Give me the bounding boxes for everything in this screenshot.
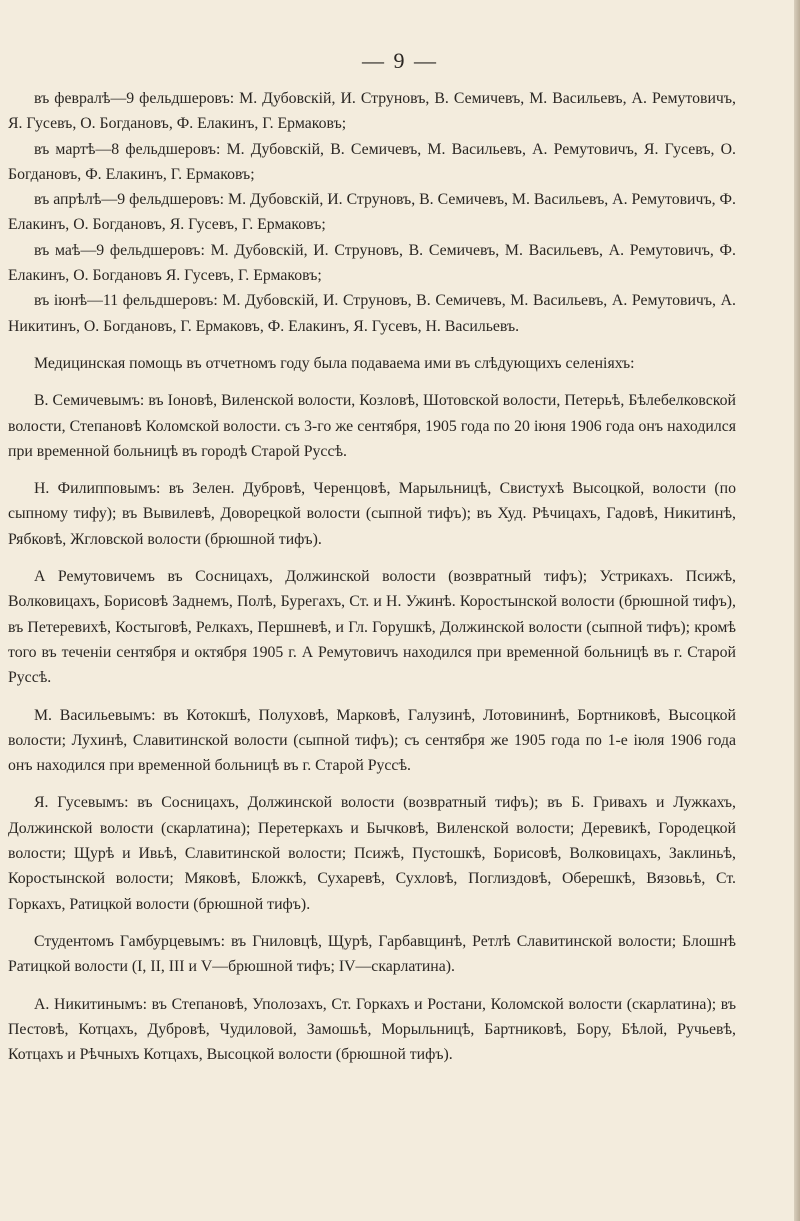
paragraph-semichev: В. Семичевымъ: въ Іоновѣ, Виленской волости, Козловѣ, Шотовской волости, Петерьѣ, Бѣлебелковской волости, Степановѣ Коломской волости. съ 3-го же сентября, 1905 года по 20 іюня 1906 года онъ находился при временной больницѣ въ городѣ Старой Руссѣ. [8, 392, 736, 460]
paragraph-remutovich: А Ремутовичемъ въ Сосницахъ, Должинской волости (возвратный тифъ); Устрикахъ. Псижѣ, Волковицахъ, Борисовѣ Заднемъ, Полѣ, Бурегахъ, Ст. и Н. Ужинѣ. Коростынской волости (брюшной тифъ), въ Петеревихѣ, Костыговѣ, Релкахъ, Першневѣ, и Гл. Горушкѣ, Должинской волости (сыпной тифъ); кромѣ того въ теченіи сентября и октября 1905 г. А Ремутовичъ находился при временной больницѣ въ г. Старой Руссѣ. [8, 568, 736, 687]
paragraph-may: въ маѣ—9 фельдшеровъ: М. Дубовскій, И. Струновъ, В. Семичевъ, М. Васильевъ, А. Ремутовичъ, Ф. Елакинъ, О. Богдановъ Я. Гусевъ, Г. Ермаковъ; [8, 241, 736, 285]
paragraph-february: въ февралѣ—9 фельдшеровъ: М. Дубовскій, И. Струновъ, В. Семичевъ, М. Васильевъ, А. Ремутовичъ, Я. Гусевъ, О. Богдановъ, Ф. Елакинъ, Г. Ермаковъ; [8, 90, 736, 133]
paragraph-vasiliev: М. Васильевымъ: въ Котокшѣ, Полуховѣ, Марковѣ, Галузинѣ, Лотовининѣ, Бортниковѣ, Высоцкой волости; Лухинѣ, Славитинской волости (сыпной тифъ); съ сентября же 1905 года по 1-е іюля 1906 года онъ находился при временной больницѣ въ г. Старой Руссѣ. [8, 706, 736, 775]
page-number: — 9 — [362, 48, 438, 73]
paragraph-nikitin: А. Никитинымъ: въ Степановѣ, Уполозахъ, Ст. Горкахъ и Ростани, Коломской волости (скарлатина); въ Пестовѣ, Котцахъ, Дубровѣ, Чудиловой, Замошьѣ, Морыльницѣ, Бартниковѣ, Бору, Бѣлой, Ручьевѣ, Котцахъ и Рѣчныхъ Котцахъ, Высоцкой волости (брюшной тифъ). [8, 995, 736, 1064]
paragraph-june: въ іюнѣ—11 фельдшеровъ: М. Дубовскій, И. Струновъ, В. Семичевъ, М. Васильевъ, А. Ремутовичъ, А. Никитинъ, О. Богдановъ, Г. Ермаковъ, Ф. Елакинъ, Я. Гусевъ, Н. Васильевъ. [8, 292, 736, 335]
paragraph-april: въ апрѣлѣ—9 фельдшеровъ: М. Дубовскій, И. Струновъ, В. Семичевъ, М. Васильевъ, А. Ремутовичъ, Ф. Елакинъ, О. Богдановъ, Я. Гусевъ, Г. Ермаковъ; [8, 191, 736, 234]
paragraph-gamburtsev: Студентомъ Гамбурцевымъ: въ Гниловцѣ, Щурѣ, Гарбавщинѣ, Ретлѣ Славитинской волости; Блошнѣ Ратицкой волости (I, II, III и V—брюшной тифъ; IV—скарлатина). [8, 932, 736, 976]
paragraph-gusev: Я. Гусевымъ: въ Сосницахъ, Должинской волости (возвратный тифъ); въ Б. Гривахъ и Лужкахъ, Должинской волости (скарлатина); Перетеркахъ и Бычковѣ, Виленской волости; Деревикѣ, Городецкой волости; Щурѣ и Ивьѣ, Славитинской волости; Псижѣ, Пустошкѣ, Борисовѣ, Волковицахъ, Заклиньѣ, Коростынской волости; Мяковѣ, Бложкѣ, Сухаревѣ, Сухловѣ, Поглиздовѣ, Оберешкѣ, Вязовьѣ, Ст. Горкахъ, Ратицкой волости (брюшной тифъ). [8, 794, 736, 913]
page-edge [794, 0, 800, 1221]
page-body [8, 86, 736, 1079]
paragraph-filippov: Н. Филипповымъ: въ Зелен. Дубровѣ, Черенцовѣ, Марыльницѣ, Свистухѣ Высоцкой, волости (по сыпному тифу); въ Вывилевѣ, Доворецкой волости (сыпной тифъ); въ Худ. Рѣчицахъ, Гадовѣ, Никитинѣ, Рябковѣ, Жгловской волости (брюшной тифъ). [8, 480, 736, 548]
paragraph-intro: Медицинская помощь въ отчетномъ году была подаваема ими въ слѣдующихъ селеніяхъ: [34, 354, 635, 372]
paragraph-march: въ мартѣ—8 фельдшеровъ: М. Дубовскій, В. Семичевъ, М. Васильевъ, А. Ремутовичъ, Я. Гусевъ, О. Богдановъ, Ф. Елакинъ, Г. Ермаковъ; [8, 140, 736, 183]
